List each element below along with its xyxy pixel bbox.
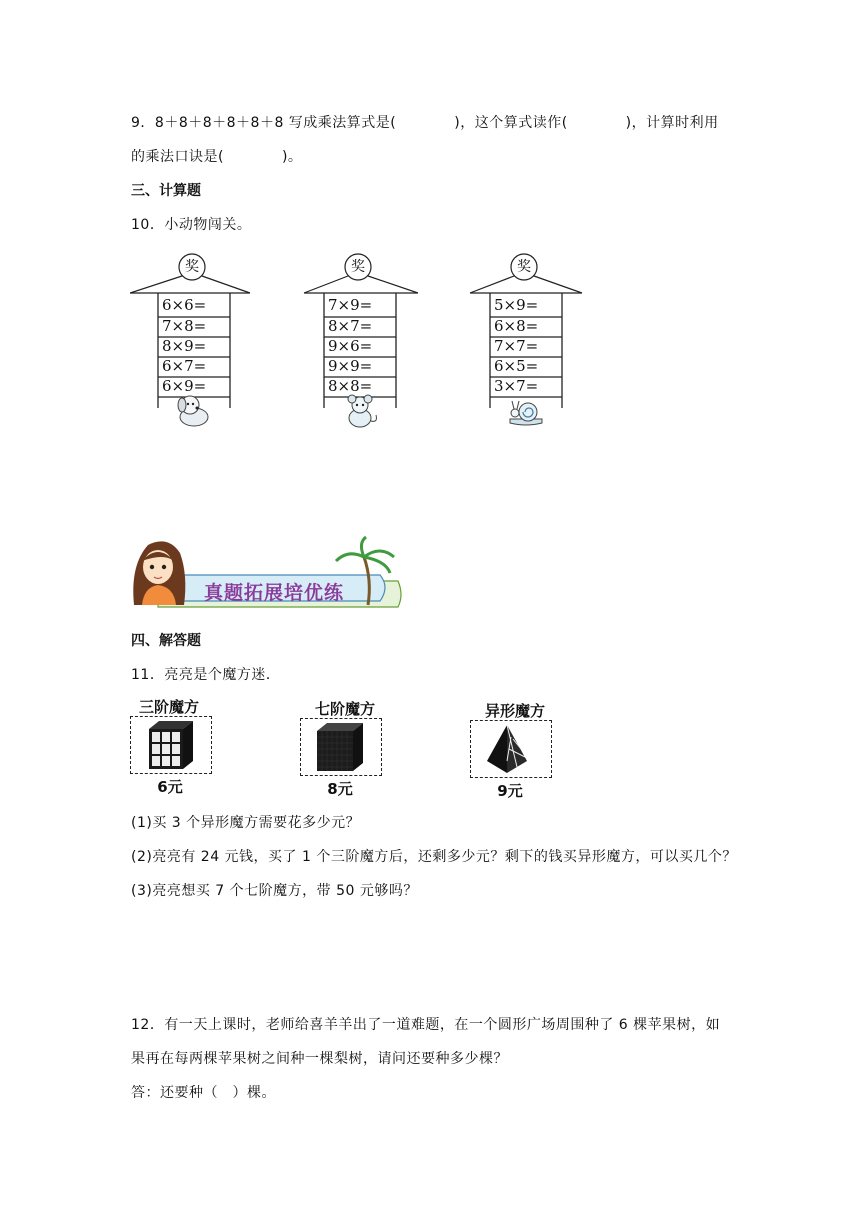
ladder-2 — [296, 250, 456, 425]
cube-name: 异形魔方 — [484, 702, 545, 720]
ladder-row: 8×8= — [328, 377, 373, 395]
ladder-row: 9×6= — [328, 337, 373, 355]
ladder-row: 3×7= — [494, 377, 539, 395]
q9-line1: 9．8＋8＋8＋8＋8＋8 写成乘法算式是( )，这个算式读作( )，计算时利用 — [131, 115, 719, 131]
cube-price: 8元 — [327, 780, 353, 798]
cube-price: 6元 — [157, 778, 183, 796]
q12-line2: 果再在每两棵苹果树之间种一棵梨树，请问还要种多少棵？ — [131, 1051, 508, 1067]
ladder-row: 6×6= — [162, 296, 207, 314]
banner-text: 真题拓展培优练 — [204, 582, 345, 604]
award-label: 奖 — [185, 259, 199, 275]
ladder-row: 8×9= — [162, 337, 207, 355]
award-label: 奖 — [517, 259, 531, 275]
dog-icon — [174, 393, 214, 429]
snail-icon — [506, 393, 546, 429]
q11-sub3: (3)亮亮想买 7 个七阶魔方，带 50 元够吗？ — [131, 883, 418, 899]
mouse-icon — [340, 393, 380, 429]
award-label: 奖 — [351, 259, 365, 275]
cube-price: 9元 — [497, 782, 523, 800]
ladder-row: 8×7= — [328, 317, 373, 335]
cube-card-7th-order — [300, 698, 430, 798]
cube-frame — [130, 716, 212, 774]
ladder-row: 5×9= — [494, 296, 539, 314]
q11-sub2: (2)亮亮有 24 元钱，买了 1 个三阶魔方后，还剩多少元？剩下的钱买异形魔方，可以买几个？ — [131, 849, 737, 865]
pyramid-cube-icon — [471, 721, 551, 777]
cube-name: 三阶魔方 — [138, 698, 199, 716]
q9-line2: 的乘法口诀是( )。 — [131, 149, 303, 165]
ladder-row: 6×5= — [494, 357, 539, 375]
ladder-row: 6×8= — [494, 317, 539, 335]
cube-card-special — [470, 700, 600, 800]
ladder-1 — [130, 250, 290, 425]
ladder-row: 9×9= — [328, 357, 373, 375]
q12-answer: 答：还要种（ ）棵。 — [131, 1085, 276, 1101]
ladder-row: 7×7= — [494, 337, 539, 355]
q11-text: 11．亮亮是个魔方迷． — [131, 667, 281, 683]
rubiks-cube-icon — [131, 717, 211, 773]
q12-line1: 12．有一天上课时，老师给喜羊羊出了一道难题，在一个圆形广场周围种了 6 棵苹果树，如 — [131, 1017, 721, 1033]
ladder-3 — [462, 250, 622, 425]
cube-card-3rd-order — [130, 696, 260, 796]
ladder-row: 6×7= — [162, 357, 207, 375]
ladder-row: 7×8= — [162, 317, 207, 335]
section4-title: 四、解答题 — [131, 633, 201, 649]
section3-title: 三、计算题 — [131, 183, 201, 199]
q10-text: 10．小动物闯关。 — [131, 217, 252, 233]
ladder-row: 7×9= — [328, 296, 373, 314]
dark-cube-icon — [301, 719, 381, 775]
q11-sub1: (1)买 3 个异形魔方需要花多少元？ — [131, 815, 361, 831]
cube-frame — [470, 720, 552, 778]
section-banner — [128, 535, 408, 613]
cube-frame — [300, 718, 382, 776]
ladder-row: 6×9= — [162, 377, 207, 395]
cube-name: 七阶魔方 — [314, 700, 375, 718]
